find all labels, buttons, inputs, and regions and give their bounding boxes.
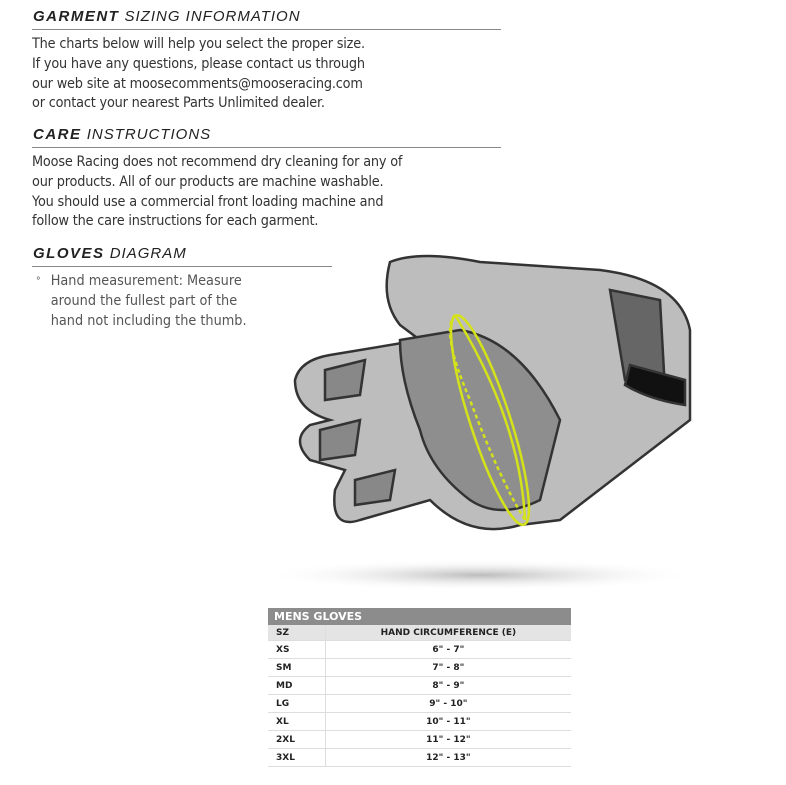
table-row bbox=[268, 641, 571, 659]
heading-bold: CARE bbox=[33, 126, 82, 143]
table-row bbox=[268, 677, 571, 695]
text-line: or contact your nearest Parts Unlimited dealer. bbox=[32, 95, 325, 112]
text-line: Moose Racing does not recommend dry cleaning for any of bbox=[32, 154, 403, 170]
table-row bbox=[268, 659, 571, 677]
text-line: Hand measurement: Measure bbox=[50, 273, 242, 289]
glove-icon bbox=[295, 256, 690, 529]
heading-rest: SIZING INFORMATION bbox=[124, 8, 301, 25]
size-chart-table bbox=[268, 608, 571, 767]
heading-bold: GARMENT bbox=[33, 8, 120, 25]
size-cell: MD bbox=[268, 677, 325, 695]
text-line: hand not including the thumb. bbox=[50, 312, 247, 329]
circumference-cell: 11" - 12" bbox=[325, 731, 571, 749]
text-line: around the fullest part of the bbox=[50, 292, 238, 309]
text-line: follow the care instructions for each garment. bbox=[32, 213, 319, 230]
glove-shadow bbox=[260, 559, 700, 591]
table-title: MENS GLOVES bbox=[268, 608, 571, 625]
text-line: our web site at moosecomments@mooseracing.com bbox=[32, 75, 363, 92]
table-row bbox=[268, 749, 571, 767]
table-row bbox=[268, 695, 571, 713]
size-cell: XS bbox=[268, 641, 325, 659]
text-line: If you have any questions, please contact us through bbox=[32, 55, 365, 72]
size-cell: 3XL bbox=[268, 749, 325, 767]
bullet-icon: ° bbox=[36, 276, 41, 287]
heading-bold: GLOVES bbox=[33, 245, 105, 262]
size-cell: SM bbox=[268, 659, 325, 677]
heading-rest: DIAGRAM bbox=[109, 245, 187, 262]
text-line: The charts below will help you select the proper size. bbox=[32, 36, 365, 52]
size-cell: XL bbox=[268, 713, 325, 731]
text-line: our products. All of our products are machine washable. bbox=[32, 173, 384, 190]
heading-rest: INSTRUCTIONS bbox=[86, 126, 212, 143]
size-cell: 2XL bbox=[268, 731, 325, 749]
table-row bbox=[268, 713, 571, 731]
circumference-cell: 10" - 11" bbox=[325, 713, 571, 731]
circumference-cell: 7" - 8" bbox=[325, 659, 571, 677]
column-header: HAND CIRCUMFERENCE (E) bbox=[325, 625, 571, 641]
table-row bbox=[268, 731, 571, 749]
circumference-cell: 9" - 10" bbox=[325, 695, 571, 713]
circumference-cell: 6" - 7" bbox=[325, 641, 571, 659]
column-header: SZ bbox=[268, 625, 325, 641]
text-line: You should use a commercial front loading machine and bbox=[32, 193, 384, 210]
circumference-cell: 8" - 9" bbox=[325, 677, 571, 695]
circumference-cell: 12" - 13" bbox=[325, 749, 571, 767]
size-cell: LG bbox=[268, 695, 325, 713]
